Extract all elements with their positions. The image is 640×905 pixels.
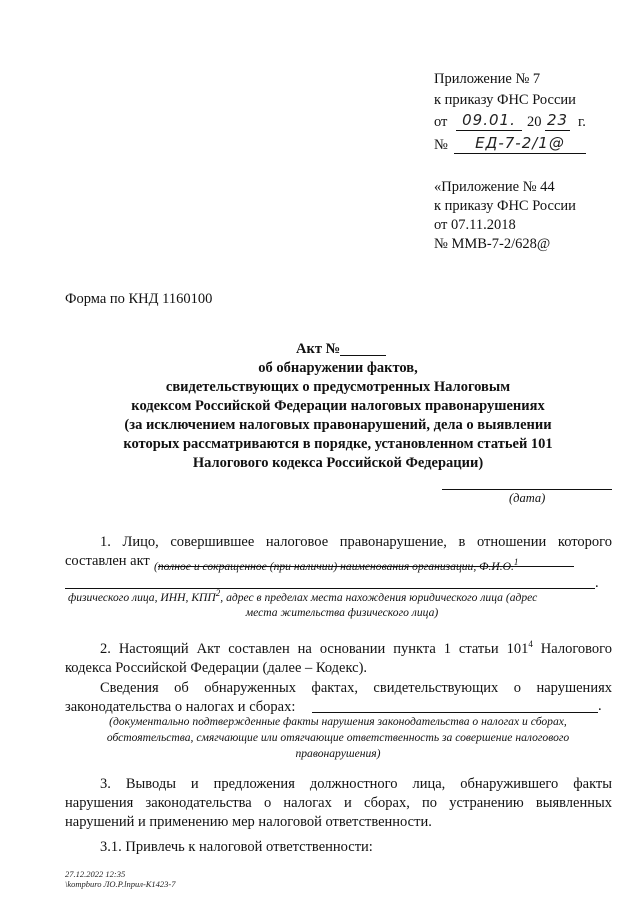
- section2-caption1: (документально подтвержденные факты нарушения законодательства о налогах и сборах,: [109, 715, 567, 728]
- section2-line4-end: .: [598, 698, 602, 714]
- appendix7-handwritten-year: 23: [546, 111, 569, 129]
- footer-path: \kompburo ЛО.Р.lпрuл-К1423-7: [65, 879, 176, 889]
- title-line2: об обнаружении фактов,: [258, 360, 418, 376]
- section2-line2: кодекса Российской Федерации (далее – Кодекс).: [65, 660, 368, 676]
- section1-line1: 1. Лицо, совершившее налоговое правонарушение, в отношении которого: [100, 534, 612, 550]
- appendix7-handwritten-date: 09.01.: [456, 110, 522, 131]
- appendix44-line4: № ММВ-7-2/628@: [434, 236, 551, 252]
- appendix7-line2: к приказу ФНС России: [434, 92, 576, 108]
- appendix7-year-prefix: 20: [527, 114, 542, 130]
- section2-line4: законодательства о налогах и сборах:: [65, 699, 296, 715]
- appendix7-line1: Приложение № 7: [434, 71, 541, 87]
- appendix44-line1: «Приложение № 44: [434, 179, 555, 195]
- section2-caption2: обстоятельства, смягчающие или отягчающие ответственность за совершение налогового: [106, 731, 570, 744]
- section1-caption1: (полное и сокращенное (при наличии) наименования организации, Ф.И.О.$^1$: [154, 557, 519, 573]
- date-caption: (дата): [509, 491, 546, 505]
- title-line4: кодексом Российской Федерации налоговых правонарушениях: [131, 398, 545, 414]
- section2-line1: 2. Настоящий Акт составлен на основании пункта 1 статьи $101^4$ Налогового: [100, 639, 612, 657]
- title-line7: Налогового кодекса Российской Федерации): [192, 455, 484, 471]
- act-number-blank: [340, 355, 386, 356]
- section3-line2: нарушения законодательства о налогах и сборах, по устранению выявленных: [65, 795, 612, 811]
- title-line3: свидетельствующих о предусмотренных Налоговым: [165, 379, 511, 395]
- section1-caption2: физического лица, ИНН, КПП$^2$, адрес в пределах места нахождения юридического лица (адрес: [68, 588, 538, 604]
- section1-blank-line2: [65, 588, 595, 589]
- title-line6: которых рассматриваются в порядке, установленном статьей 101: [123, 436, 553, 452]
- footer-timestamp: 27.12.2022 12:35: [65, 869, 126, 879]
- form-code: Форма по КНД 1160100: [65, 291, 213, 307]
- section1-caption3: места жительства физического лица): [245, 606, 439, 619]
- section31-line: 3.1. Привлечь к налоговой ответственности:: [100, 839, 373, 855]
- section1-line2-end: .: [595, 575, 599, 591]
- appendix7-year-suffix: г.: [578, 114, 586, 130]
- appendix44-line2: к приказу ФНС России: [434, 198, 576, 214]
- section3-line3: нарушений и применению мер налоговой ответственности.: [65, 814, 432, 830]
- title-act-label: Акт №: [296, 341, 341, 357]
- appendix7-number-prefix: №: [434, 137, 448, 153]
- appendix7-handwritten-number: ЕД-7-2/1@: [454, 133, 586, 154]
- section1-line2: составлен акт: [65, 553, 150, 569]
- title-act-number: [296, 340, 340, 359]
- section3-line1: 3. Выводы и предложения должностного лица, обнаружившего факты: [100, 776, 612, 792]
- section2-line3: Сведения об обнаруженных фактах, свидетельствующих о нарушениях: [100, 680, 612, 696]
- section2-caption3: правонарушения): [295, 747, 381, 760]
- appendix7-date-prefix: от: [434, 114, 448, 130]
- section2-blank-line: [312, 712, 598, 713]
- title-line5: (за исключением налоговых правонарушений, дела о выявлении: [124, 417, 552, 433]
- appendix44-line3: от 07.11.2018: [434, 217, 516, 233]
